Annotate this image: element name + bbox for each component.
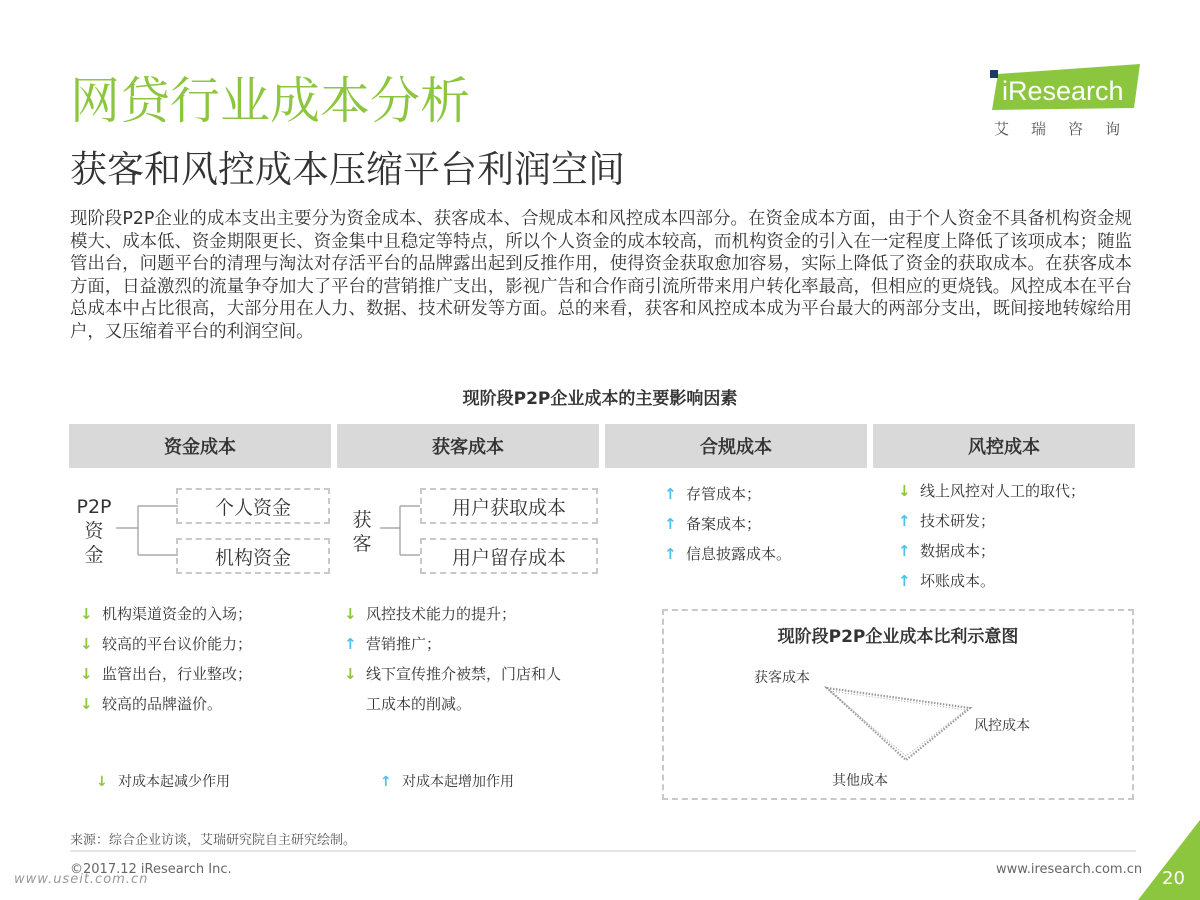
list-item-text: 线上风控对人工的取代； xyxy=(920,482,1086,500)
capital-tree-connector xyxy=(116,488,178,568)
list-item-text: 信息披露成本。 xyxy=(686,545,792,563)
list-item-text: 备案成本； xyxy=(686,515,762,533)
legend-increase-text: 对成本起增加作用 xyxy=(402,774,514,790)
down-arrow-icon: ↓ xyxy=(96,774,108,790)
down-arrow-icon: ↓ xyxy=(80,635,93,653)
watermark: www.useit.com.cn xyxy=(14,872,149,887)
list-item-text: 技术研发； xyxy=(920,512,996,530)
acquisition-box-user-acquisition: 用户获取成本 xyxy=(420,488,598,524)
list-item-text: 较高的品牌溢价。 xyxy=(102,695,223,713)
legend-increase xyxy=(380,771,514,791)
website-link[interactable]: www.iresearch.com.cn xyxy=(996,862,1143,877)
up-arrow-icon: ↑ xyxy=(380,774,392,790)
source-note: 来源：综合企业访谈，艾瑞研究院自主研究绘制。 xyxy=(70,833,357,848)
capital-label-line: 金 xyxy=(84,544,104,566)
page-title: 网贷行业成本分析 xyxy=(70,72,470,130)
capital-label-line: P2P xyxy=(76,496,112,518)
down-arrow-icon: ↓ xyxy=(80,695,93,713)
page-number: 20 xyxy=(1162,868,1185,889)
logo-text: iResearch xyxy=(1002,76,1124,106)
column-header-risk: 风控成本 xyxy=(873,424,1135,468)
cost-ratio-title: 现阶段P2P企业成本比利示意图 xyxy=(777,627,1019,647)
legend-decrease-text: 对成本起减少作用 xyxy=(118,774,230,790)
risk-factor-list xyxy=(898,476,1085,596)
up-arrow-icon: ↑ xyxy=(664,545,677,563)
list-item-text: 风控技术能力的提升； xyxy=(366,605,517,623)
up-arrow-icon: ↑ xyxy=(664,485,677,503)
acquisition-label-line: 客 xyxy=(352,533,372,555)
footer-divider xyxy=(70,850,1136,852)
list-item xyxy=(80,629,252,659)
list-item-text: 营销推广； xyxy=(366,635,442,653)
list-item xyxy=(344,629,561,659)
list-item xyxy=(80,659,252,689)
down-arrow-icon: ↓ xyxy=(344,665,357,683)
copyright: ©2017.12 iResearch Inc. xyxy=(70,862,232,877)
legend-decrease xyxy=(96,771,230,791)
list-item xyxy=(344,689,561,719)
ratio-label-acquisition: 获客成本 xyxy=(754,670,810,686)
list-item xyxy=(898,536,1085,566)
down-arrow-icon: ↓ xyxy=(344,605,357,623)
up-arrow-icon: ↑ xyxy=(344,635,357,653)
capital-label-line: 资 xyxy=(84,520,104,542)
cost-ratio-triangle xyxy=(820,682,980,766)
capital-box-institutional: 机构资金 xyxy=(176,538,330,574)
ratio-label-risk: 风控成本 xyxy=(974,718,1030,734)
list-item-text: 工成本的削减。 xyxy=(366,695,472,713)
list-item-text: 较高的平台议价能力； xyxy=(102,635,253,653)
list-item xyxy=(344,659,561,689)
list-item xyxy=(898,476,1085,506)
list-item-text: 数据成本； xyxy=(920,542,996,560)
list-item-text: 机构渠道资金的入场； xyxy=(102,605,253,623)
acquisition-tree-connector xyxy=(380,488,420,568)
acquisition-box-user-retention: 用户留存成本 xyxy=(420,538,598,574)
acquisition-label-line: 获 xyxy=(352,509,372,531)
body-paragraph: 现阶段P2P企业的成本支出主要分为资金成本、获客成本、合规成本和风控成本四部分。在资金成本方面，由于个人资金不具备机构资金规模大、成本低、资金期限更长、资金集中且稳定等特点，所以个人资金的成本较高，而机构资金的引入在一定程度上降低了该项成本；随监管出台，问题平台的清理与淘汰对存活平台的品牌露出起到反推作用，使得资金获取愈加容易，实际上降低了资金的获取成本。在获客成本方面，日益激烈的流量争夺加大了平台的营销推广支出，影视广告和合作商引流所带来用户转化率最高，但相应的更烧钱。风控成本在平台总成本中占比很高，大部分用在人力、数据、技术研发等方面。总的来看，获客和风控成本成为平台最大的两部分支出，既间接地转嫁给用户，又压缩着平台的利润空间。 xyxy=(70,209,1132,342)
iresearch-logo xyxy=(990,64,1140,110)
compliance-factor-list xyxy=(664,479,791,569)
list-item xyxy=(80,599,252,629)
capital-factor-list xyxy=(80,599,252,719)
page-subtitle: 获客和风控成本压缩平台利润空间 xyxy=(70,148,625,191)
list-item xyxy=(664,479,791,509)
column-header-acquisition: 获客成本 xyxy=(337,424,599,468)
list-item-text: 坏账成本。 xyxy=(920,572,996,590)
up-arrow-icon: ↑ xyxy=(898,542,911,560)
up-arrow-icon: ↑ xyxy=(898,572,911,590)
column-header-compliance: 合规成本 xyxy=(605,424,867,468)
down-arrow-icon: ↓ xyxy=(898,482,911,500)
list-item-text: 线下宣传推介被禁，门店和人 xyxy=(366,665,562,683)
list-item xyxy=(664,509,791,539)
logo-chinese-name: 艾瑞咨询 xyxy=(994,120,1143,138)
diagram-title: 现阶段P2P企业成本的主要影响因素 xyxy=(462,389,738,409)
list-item xyxy=(344,599,561,629)
capital-tree-label xyxy=(72,495,116,567)
down-arrow-icon: ↓ xyxy=(80,665,93,683)
up-arrow-icon: ↑ xyxy=(664,515,677,533)
acquisition-tree-label xyxy=(344,508,380,556)
up-arrow-icon: ↑ xyxy=(898,512,911,530)
ratio-label-other: 其他成本 xyxy=(832,773,888,789)
capital-box-personal: 个人资金 xyxy=(176,488,330,524)
down-arrow-icon: ↓ xyxy=(80,605,93,623)
list-item xyxy=(898,566,1085,596)
list-item xyxy=(898,506,1085,536)
acquisition-factor-list xyxy=(344,599,561,719)
column-header-capital: 资金成本 xyxy=(69,424,331,468)
list-item-text: 监管出台，行业整改； xyxy=(102,665,253,683)
list-item xyxy=(664,539,791,569)
list-item-text: 存管成本； xyxy=(686,485,762,503)
list-item xyxy=(80,689,252,719)
